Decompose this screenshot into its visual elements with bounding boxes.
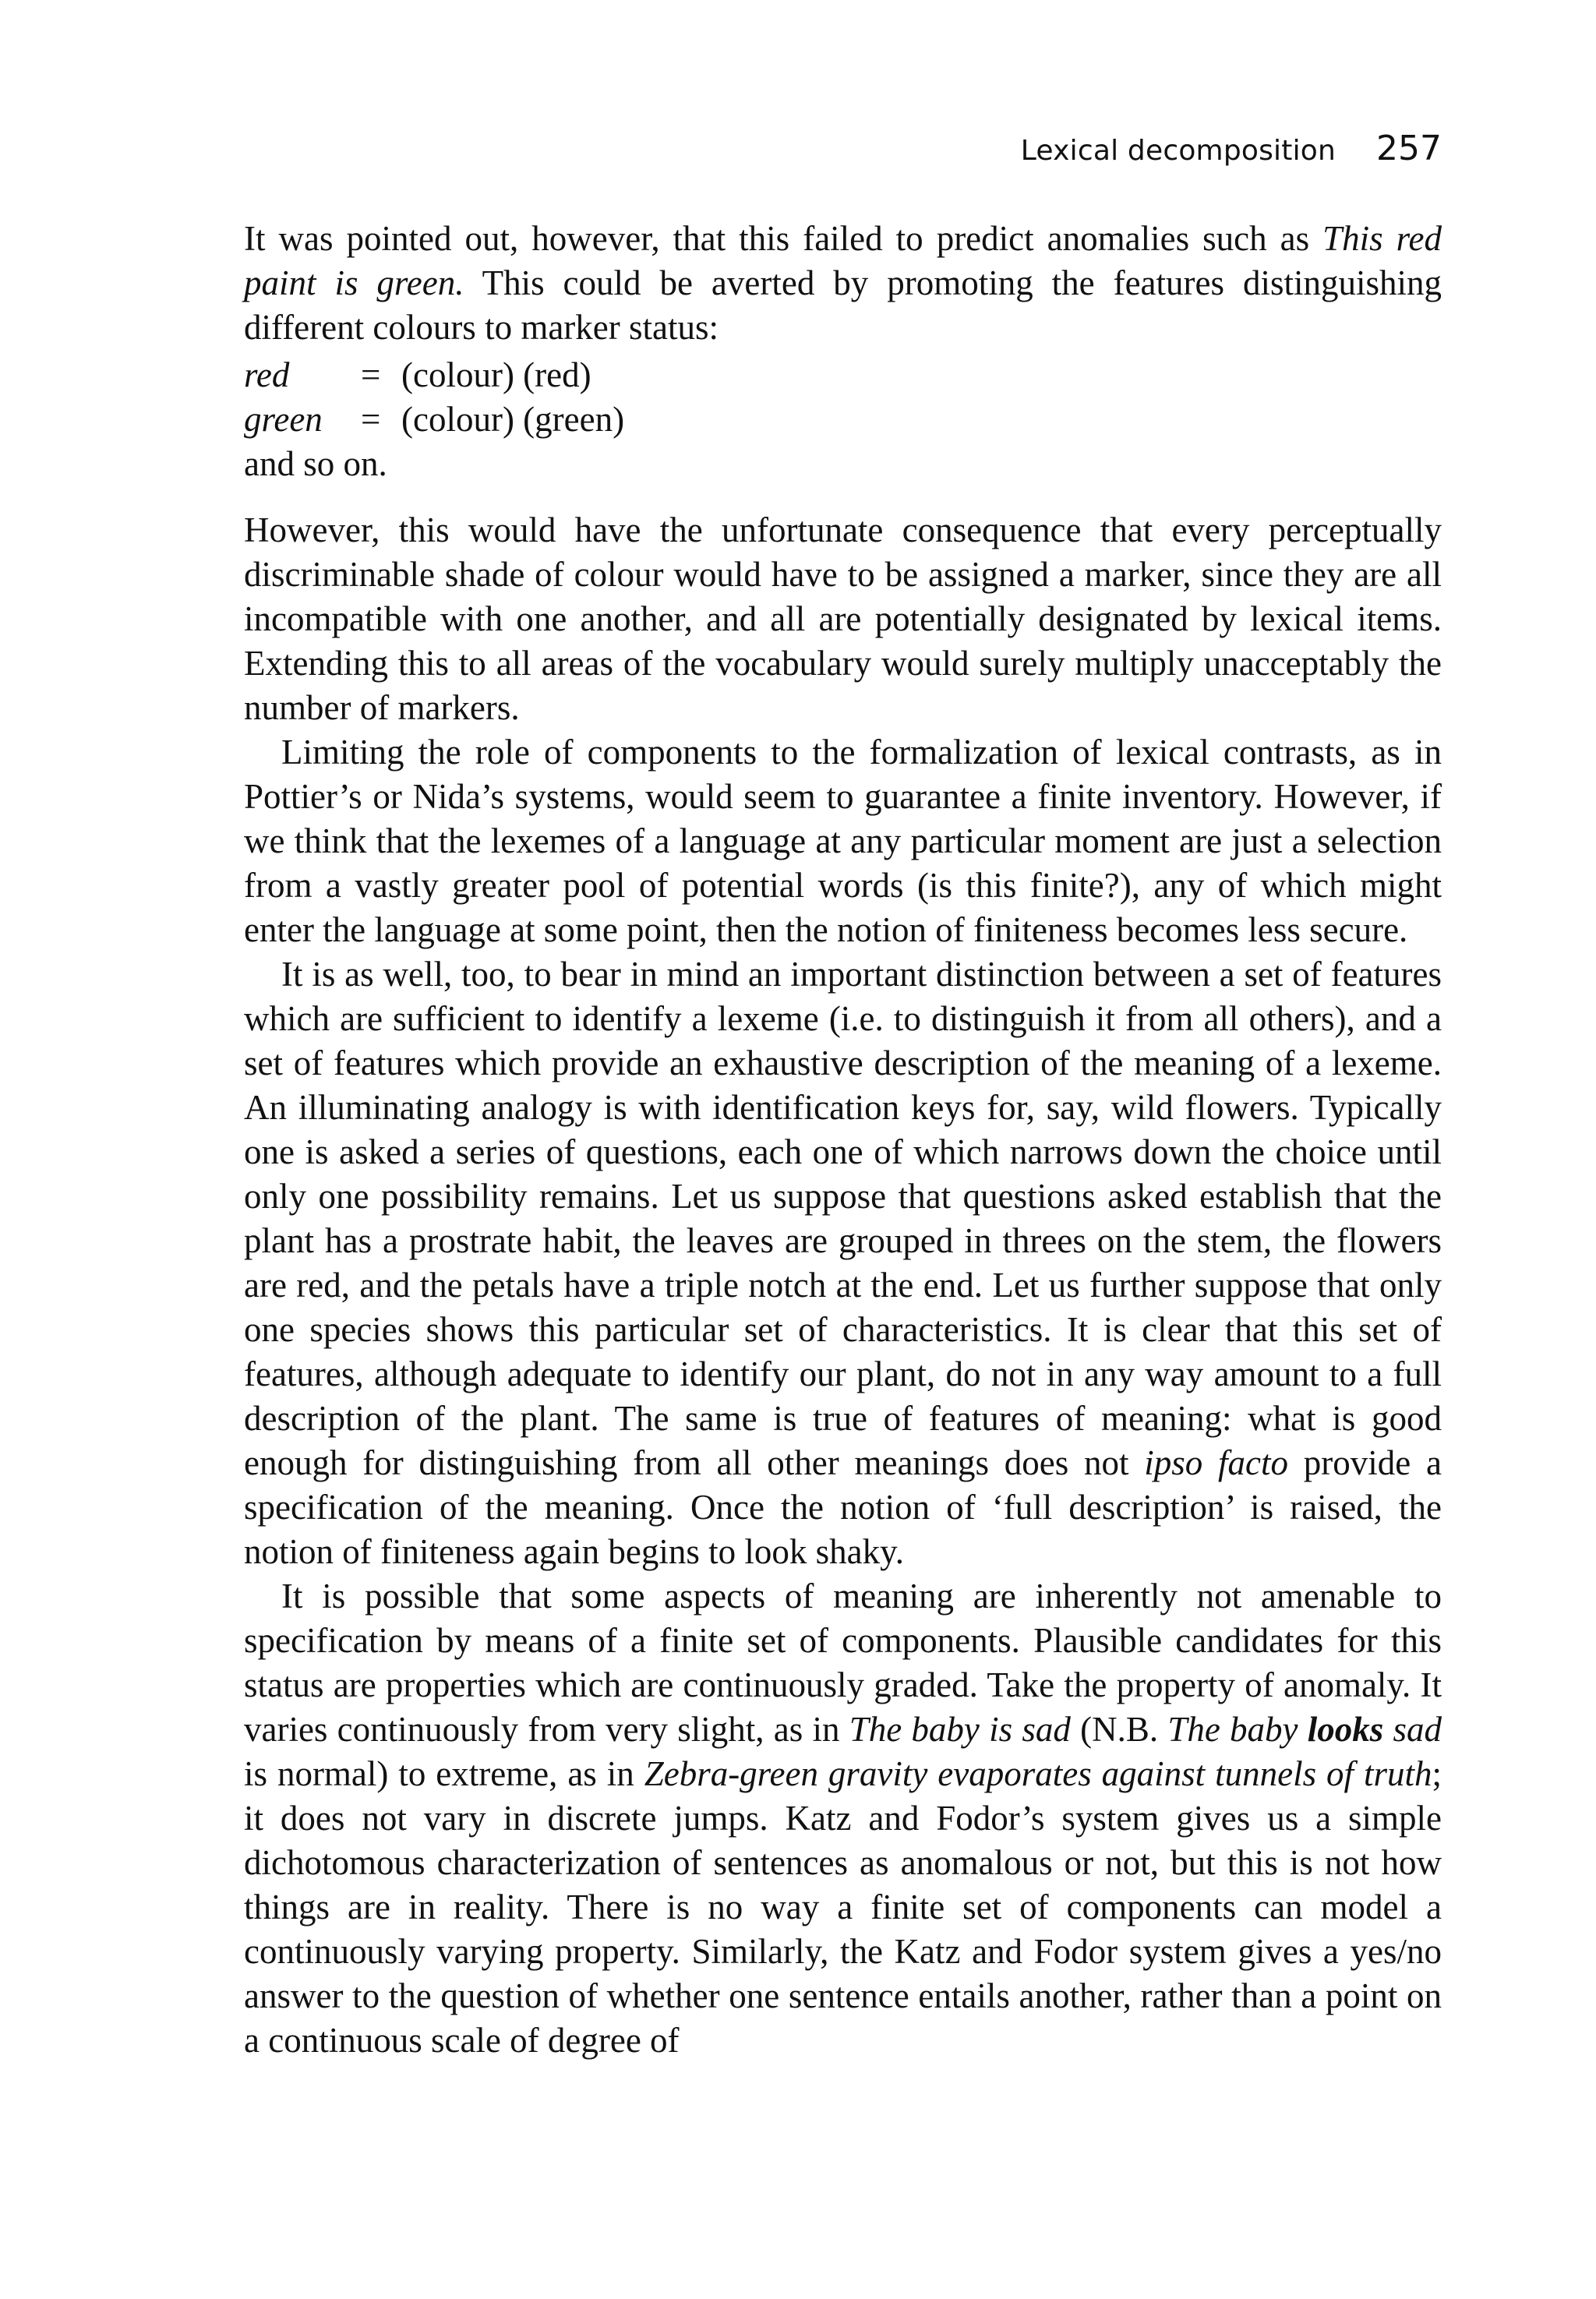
paragraph-shade-of-colour: However, this would have the unfortunate consequence that every perceptually discriminable shade of colour would have to be assigned a marker, since they are all incompatible with one another, and all are potentially designated by lexical items. Extending this to all areas of the vocabulary would surely multiply unacceptably the number of markers. [244,510,1442,727]
marker-definitions [244,353,1442,442]
text-run: is normal) to extreme, as in [244,1754,644,1793]
text-run: provide a specification of the meaning. Once the notion of ‘full description’ is raised, the notion of finiteness again begins to look shaky. [244,1443,1442,1571]
example-sentence: The baby [1167,1710,1308,1749]
paragraph-continuous-properties [244,1574,1442,2063]
example-sentence: This red paint is green. [244,219,1442,302]
text-run: ; it does not vary in discrete jumps. Katz and Fodor’s system gives us a simple dichotomous characterization of sentences as anomalous or not, but this is not how things are in reality. There is no way a finite set of components can model a continuously varying property. Similarly, the Katz and Fodor system gives a yes/no answer to the question of whether one sentence entails another, rather than a point on a continuous scale of degree of [244,1754,1442,2060]
body-text [244,217,1442,2063]
equals-sign: = [361,355,381,394]
paragraph-finite-inventory: Limiting the role of components to the formalization of lexical contrasts, as in Pottier’s or Nida’s systems, would seem to guarantee a finite inventory. However, if we think that the lexemes of a language at any particular moment are just a selection from a vastly greater pool of potential words (is this finite?), any of which might enter the language at some point, then the notion of finiteness becomes less secure. [244,733,1442,949]
example-sentence: Zebra-green gravity evaporates against tunnels of truth [644,1754,1432,1793]
definition-row [244,397,1442,442]
paragraph-colour-anomaly [244,217,1442,350]
definition-value: (colour) (green) [401,400,625,439]
emphasized-word: looks [1307,1710,1384,1749]
running-head [912,129,1442,168]
page-number: 257 [1376,129,1442,168]
definition-value: (colour) (red) [401,355,591,394]
italic-phrase: ipso facto [1144,1443,1289,1482]
text-run: It was pointed out, however, that this failed to predict anomalies such as [244,219,1323,258]
equals-sign: = [361,400,381,439]
example-sentence: sad [1383,1710,1442,1749]
definition-row [244,353,1442,397]
paragraph-identification-keys [244,952,1442,1574]
definition-term: red [244,355,290,394]
example-sentence: The baby is sad [849,1710,1071,1749]
text-run: (N.B. [1070,1710,1168,1749]
and-so-on-line: and so on. [244,444,387,483]
text-run: It is possible that some aspects of meaning are inherently not amenable to specification by means of a finite set of components. Plausible candidates for this status are properties which are continuously graded. Take the property of anomaly. It varies continuously from very slight, as in [244,1577,1442,1749]
text-run: It is as well, too, to bear in mind an important distinction between a set of features which are sufficient to identify a lexeme (i.e. to distinguish it from all others), and a set of features which provide an exhaustive description of the meaning of a lexeme. An illuminating analogy is with identification keys for, say, wild flowers. Typically one is asked a series of questions, each one of which narrows down the choice until only one possibility remains. Let us suppose that questions asked establish that the plant has a prostrate habit, the leaves are grouped in threes on the stem, the flowers are red, and the petals have a triple notch at the end. Let us further suppose that only one species shows this particular set of characteristics. It is clear that this set of features, although adequate to identify our plant, do not in any way amount to a full description of the plant. The same is true of features of meaning: what is good enough for distinguishing from all other meanings does not [244,955,1442,1482]
text-run: This could be averted by promoting the features distinguishing different colours to marker status: [244,263,1442,347]
section-title: Lexical decomposition [1020,135,1336,167]
definition-term: green [244,400,323,439]
